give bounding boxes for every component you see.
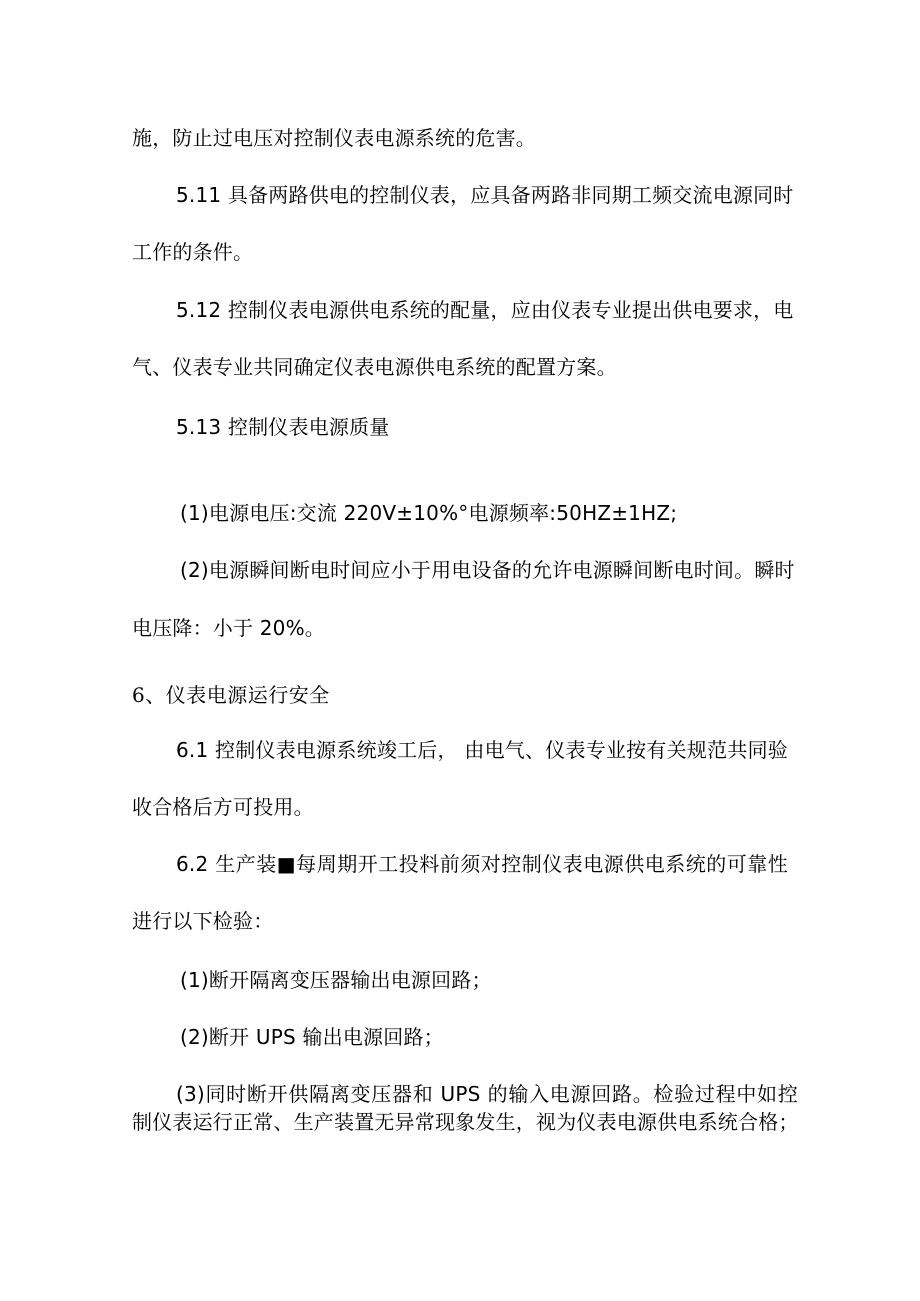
section-heading-6: 6、仪表电源运行安全 [132,683,330,707]
text-line-check-item-1: (1)断开隔离变压器输出电源回路； [180,968,492,992]
text-line-clause-5-13: 5.13 控制仪表电源质量 [176,415,390,439]
text-line-check-item-2: (2)断开 UPS 输出电源回路； [180,1025,444,1049]
text-line-check-item-3-continuation: 制仪表运行正常、生产装置无异常现象发生，视为仪表电源供电系统合格； [132,1110,799,1134]
text-line-clause-5-11-continuation: 工作的条件。 [132,240,254,264]
text-line-clause-5-10-continuation: 施，防止过电压对控制仪表电源系统的危害。 [132,126,536,150]
text-line-clause-5-12-continuation: 气、仪表专业共同确定仪表电源供电系统的配置方案。 [132,355,617,379]
text-line-clause-5-11: 5.11 具备两路供电的控制仪表，应具备两路非同期工频交流电源同时 [176,183,794,207]
text-line-clause-6-1-continuation: 收合格后方可投用。 [132,795,314,819]
text-line-check-item-3: (3)同时断开供隔离变压器和 UPS 的输入电源回路。检验过程中如控 [176,1082,798,1106]
text-line-clause-6-2: 6.2 生产装■每周期开工投料前须对控制仪表电源供电系统的可靠性 [176,852,788,876]
text-line-item-2-continuation: 电压降：小于 20%。 [132,616,326,640]
text-line-item-1-voltage: (1)电源电压:交流 220V±10%°电源频率:50HZ±1HZ; [180,501,678,525]
text-line-clause-6-1: 6.1 控制仪表电源系统竣工后， 由电气、仪表专业按有关规范共同验 [176,738,788,762]
text-line-item-2-interruption: (2)电源瞬间断电时间应小于用电设备的允许电源瞬间断电时间。瞬时 [180,558,795,582]
text-line-clause-6-2-continuation: 进行以下检验： [132,909,274,933]
text-line-clause-5-12: 5.12 控制仪表电源供电系统的配量，应由仪表专业提出供电要求，电 [176,298,794,322]
